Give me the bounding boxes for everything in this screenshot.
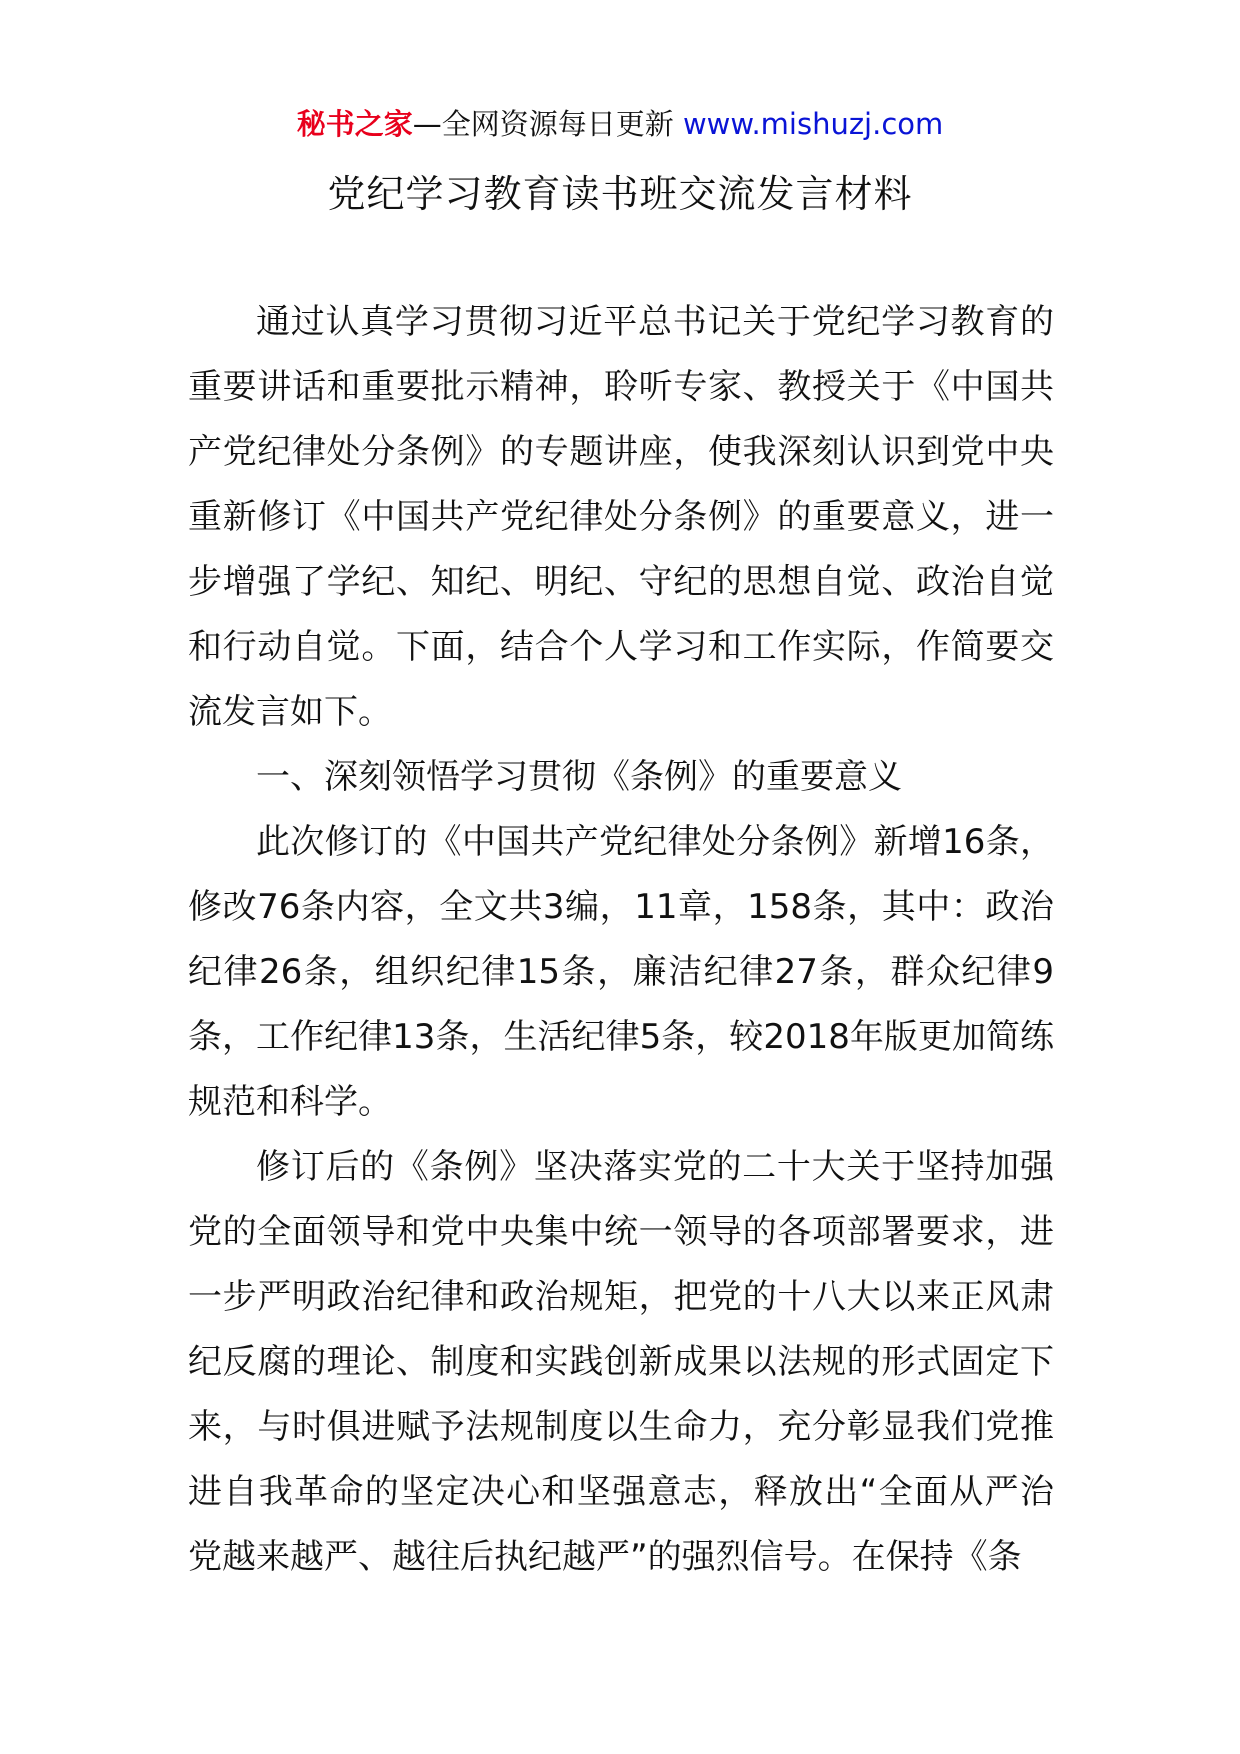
site-header (0, 104, 1240, 144)
brand-name: 秘书之家 (296, 107, 413, 141)
site-url-link[interactable]: www.mishuzj.com (682, 107, 944, 141)
paragraph-significance: 修订后的《条例》坚决落实党的二十大关于坚持加强党的全面领导和党中央集中统一领导的各项部署要求，进一步严明政治纪律和政治规矩，把党的十八大以来正风肃纪反腐的理论、制度和实践创新成果以法规的形式固定下来，与时俱进赋予法规制度以生命力，充分彰显我们党推进自我革命的坚定决心和坚强意志，释放出“全面从严治党越来越严、越往后执纪越严”的强烈信号。在保持《条 (188, 1147, 1054, 1577)
header-slogan: —全网资源每日更新 (412, 107, 683, 141)
paragraph-statistics: 此次修订的《中国共产党纪律处分条例》新增16条，修改76条内容，全文共3编，11章，158条，其中：政治纪律26条，组织纪律15条，廉洁纪律27条，群众纪律9条，工作纪律13条，生活纪律5条，较2018年版更加简练规范和科学。 (188, 822, 1054, 1122)
document-body (188, 290, 1054, 1590)
paragraph-intro: 通过认真学习贯彻习近平总书记关于党纪学习教育的重要讲话和重要批示精神，聆听专家、教授关于《中国共产党纪律处分条例》的专题讲座，使我深刻认识到党中央重新修订《中国共产党纪律处分条例》的重要意义，进一步增强了学纪、知纪、明纪、守纪的思想自觉、政治自觉和行动自觉。下面，结合个人学习和工作实际，作简要交流发言如下。 (188, 302, 1054, 732)
document-title: 党纪学习教育读书班交流发言材料 (327, 172, 913, 216)
section-heading-1: 一、深刻领悟学习贯彻《条例》的重要意义 (256, 757, 902, 797)
